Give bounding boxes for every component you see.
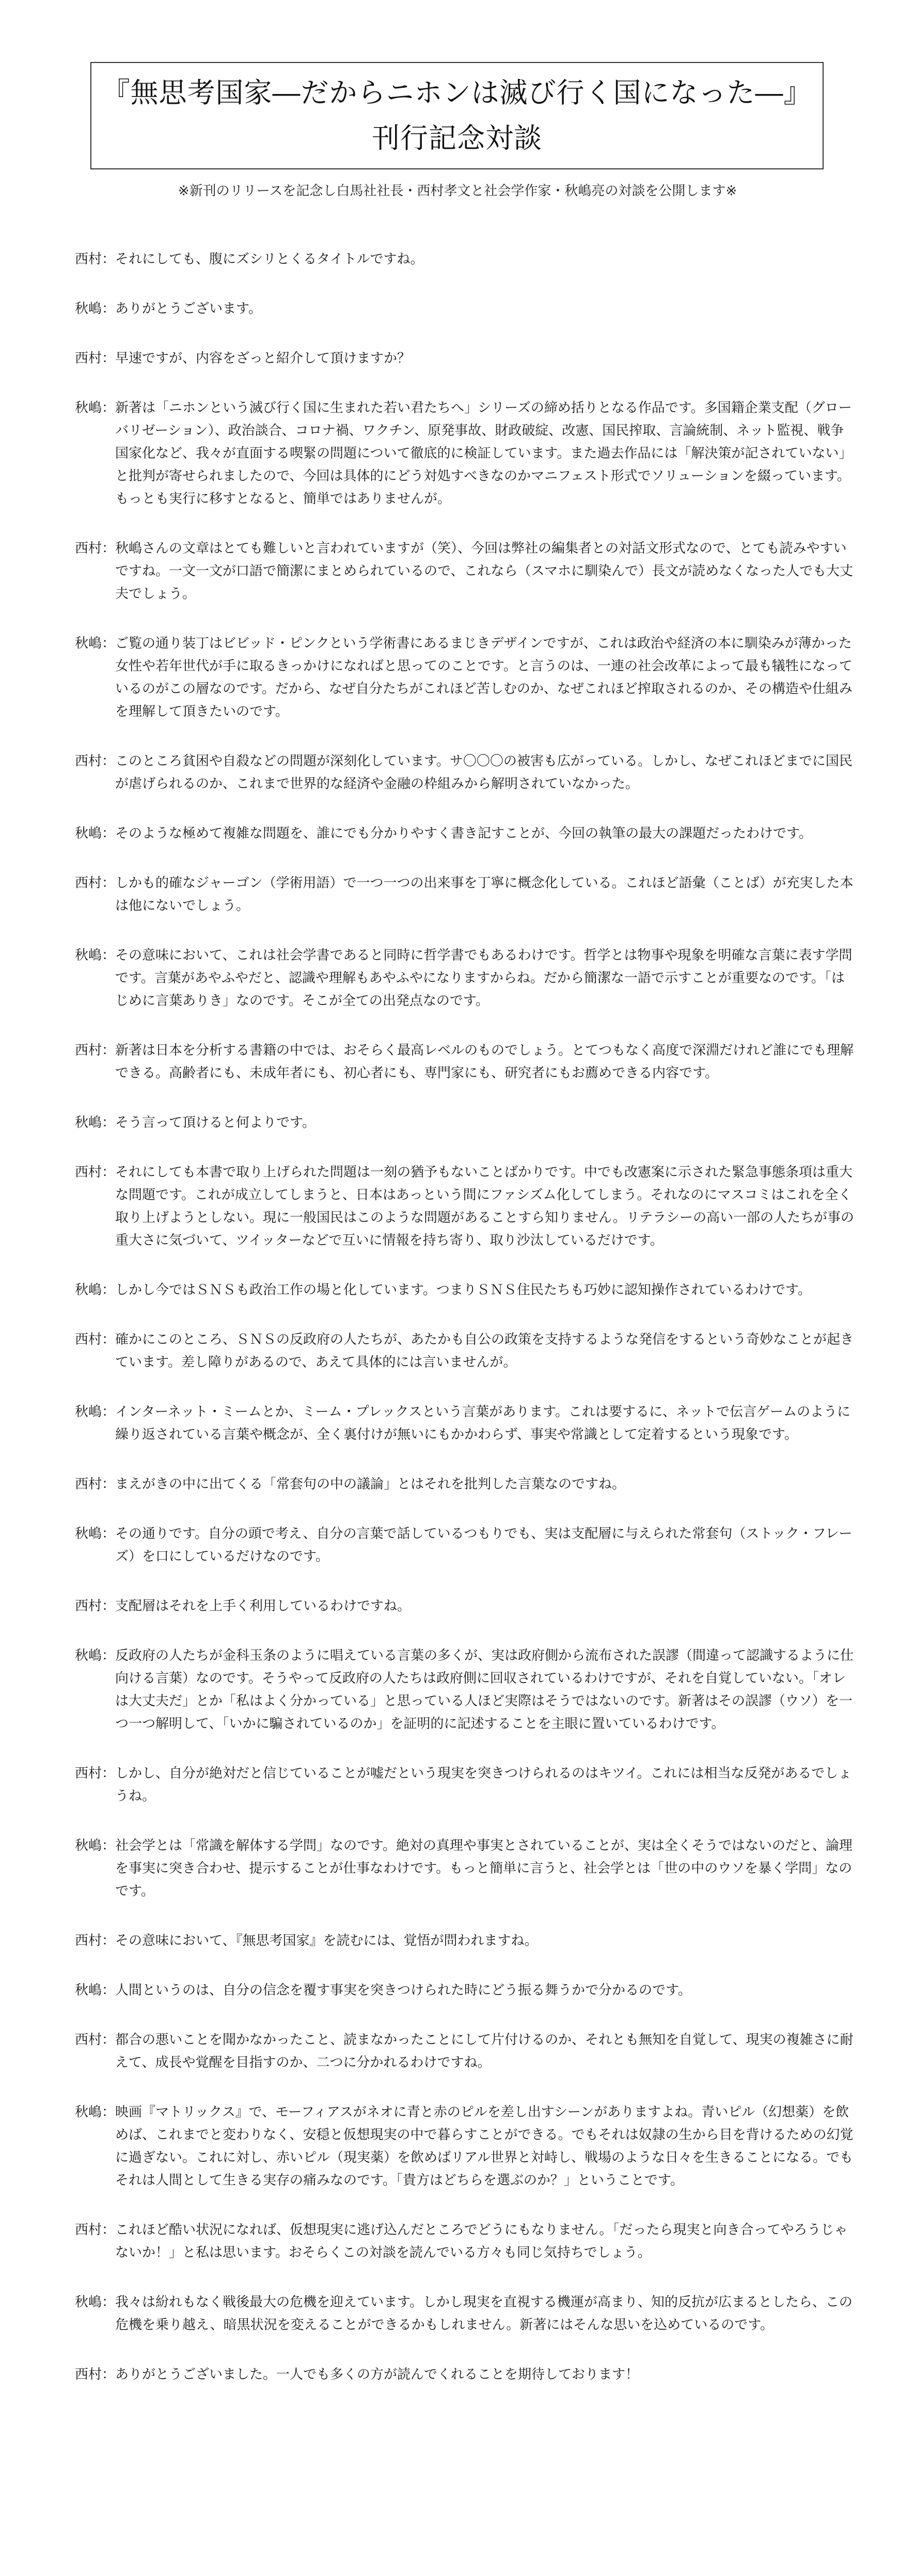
speaker-label: 秋嶋： <box>75 636 116 651</box>
speaker-label: 西村： <box>75 351 116 366</box>
utterance-text: 社会学とは「常識を解体する学問」なのです。絶対の真理や事実とされていることが、実は全くそうではないのだと、論理を事実に突き合わせ、提示することが仕事なわけです。もっと簡単に言うと、社会学とは「世の中のウソを暴く学問」なのです。 <box>115 1838 853 1899</box>
utterance-text: 我々は紛れもなく戦後最大の危機を迎えています。しかし現実を直視する機運が高まり、知的反抗が広まるとしたら、この危機を乗り越え、暗黒状況を変えることができるかもしれません。新著にはそんな思いを込めているのです。 <box>115 2295 853 2333</box>
dialogue-turn <box>75 1161 855 1252</box>
speaker-label: 秋嶋： <box>75 826 116 841</box>
utterance-text: それにしても本書で取り上げられた問題は一刻の猶予もないことばかりです。中でも改憲案に示された緊急事態条項は重大な問題です。これが成立してしまうと、日本はあっという間にファシズム化してしまう。それなのにマスコミはこれを全く取り上げようとしない。現に一般国民はこのような問題があることすら知りません。リテラシーの高い一部の人たちが事の重大さに気づいて、ツイッターなどで互いに情報を持ち寄り、取り沙汰しているだけです。 <box>115 1165 855 1248</box>
dialogue-turn <box>75 1111 855 1134</box>
speaker-label: 西村： <box>75 1477 116 1492</box>
dialogue-turn <box>75 944 855 1012</box>
dialogue-turn <box>75 347 855 370</box>
speaker-label: 西村： <box>75 2032 116 2048</box>
dialogue-turn <box>75 2101 855 2192</box>
utterance-text: しかし、自分が絶対だと信じていることが嘘だという現実を突きつけられるのはキツイ。これには相当な反発があるでしょうね。 <box>115 1766 852 1804</box>
speaker-label: 西村： <box>75 875 116 891</box>
utterance-text: 支配層はそれを上手く利用しているわけですね。 <box>115 1598 411 1614</box>
utterance-text: そのような極めて複雑な問題を、誰にでも分かりやすく書き記すことが、今回の執筆の最大の課題だったわけです。 <box>115 826 812 841</box>
speaker-label: 西村： <box>75 2222 116 2238</box>
speaker-label: 西村： <box>75 1165 116 1180</box>
dialogue-turn <box>75 1473 855 1496</box>
speaker-label: 秋嶋： <box>75 301 116 317</box>
utterance-text: そう言って頂けると何よりです。 <box>115 1115 315 1130</box>
dialogue-turn <box>75 1328 855 1374</box>
dialogue-turn <box>75 2363 855 2386</box>
dialogue-turn <box>75 297 855 320</box>
utterance-text: このところ貧困や自殺などの問題が深刻化しています。サ〇〇〇の被害も広がっている。しかし、なぜこれほどまでに国民が虐げられるのか、これまで世界的な経済や金融の枠組みから解明されていなかった。 <box>115 753 853 792</box>
dialogue-turn <box>75 537 855 605</box>
dialogue-turn <box>75 1762 855 1808</box>
speaker-label: 秋嶋： <box>75 1282 116 1298</box>
speaker-label: 秋嶋： <box>75 948 116 963</box>
speaker-label: 西村： <box>75 1598 116 1614</box>
utterance-text: これほど酷い状況になれば、仮想現実に逃げ込んだところでどうにもなりません。「だったら現実と向き合ってやろうじゃないか！」と私は思います。おそらくこの対談を読んでいる方々も同じ気持ちでしょう。 <box>115 2222 848 2260</box>
speaker-label: 西村： <box>75 1933 116 1949</box>
utterance-text: 早速ですが、内容をざっと紹介して頂けますか？ <box>115 351 411 366</box>
dialogue-turn <box>75 1834 855 1903</box>
speaker-label: 秋嶋： <box>75 1838 116 1854</box>
title-box <box>90 62 824 169</box>
event-title: 刊行記念対談 <box>372 122 542 154</box>
dialogue-turn <box>75 2219 855 2264</box>
utterance-text: 人間というのは、自分の信念を覆す事実を突きつけられた時にどう振る舞うかで分かるのです。 <box>115 1983 691 1998</box>
speaker-label: 秋嶋： <box>75 1115 116 1130</box>
speaker-label: 秋嶋： <box>75 1648 116 1663</box>
dialogue-turn <box>75 2029 855 2074</box>
utterance-text: 新著は「ニホンという滅び行く国に生まれた若い君たちへ」シリーズの締め括りとなる作品です。多国籍企業支配（グローバリゼーション）、政治談合、コロナ禍、ワクチン、原発事故、財政破綻、改憲、国民搾取、言論統制、ネット監視、戦争国家化など、我々が直面する喫緊の問題について徹底的に検証しています。また過去作品には「解決策が記されていない」と批判が寄せられましたので、今回は具体的にどう対処すべきなのかマニフェスト形式でソリューションを綴っています。もっとも実行に移すとなると、簡単ではありませんが。 <box>115 400 853 507</box>
subtitle-note: ※新刊のリリースを記念し白馬社社長・西村孝文と社会学作家・秋嶋亮の対談を公開します※ <box>178 183 737 199</box>
dialogue-turn <box>75 2291 855 2336</box>
utterance-text: 映画『マトリックス』で、モーフィアスがネオに青と赤のピルを差し出すシーンがありますよね。青いピル（幻想薬）を飲めば、これまでと変わりなく、安穏と仮想現実の中で暮らすことができる。でもそれは奴隷の生から目を背けるための幻覚に過ぎない。これに対し、赤いピル（現実薬）を飲めばリアル世界と対峙し、戦場のような日々を生きることになる。でもそれは人間として生きる実存の痛みなのです。「貴方はどちらを選ぶのか？」ということです。 <box>115 2104 854 2188</box>
utterance-text: しかも的確なジャーゴン（学術用語）で一つ一つの出来事を丁寧に概念化している。これほど語彙（ことば）が充実した本は他にないでしょう。 <box>115 875 854 914</box>
utterance-text: 反政府の人たちが金科玉条のように唱えている言葉の多くが、実は政府側から流布された誤謬（間違って認識するように仕向ける言葉）なのです。そうやって反政府の人たちは政府側に回収されているわけですが、それを自覚していない。「オレは大丈夫だ」とか「私はよく分かっている」と思っている人ほど実際はそうではないのです。新著はその誤謬（ウソ）を一つ一つ解明して、「いかに騙されているのか」を証明的に記述することを主眼に置いているわけです。 <box>115 1648 854 1732</box>
speaker-label: 秋嶋： <box>75 2104 116 2120</box>
dialogue-turn <box>75 1979 855 2002</box>
utterance-text: しかし今ではＳＮＳも政治工作の場と化しています。つまりＳＮＳ住民たちも巧妙に認知操作されているわけです。 <box>115 1282 811 1298</box>
speaker-label: 秋嶋： <box>75 2295 116 2310</box>
speaker-label: 西村： <box>75 753 116 769</box>
dialogue-turn <box>75 1595 855 1617</box>
speaker-label: 秋嶋： <box>75 1404 116 1420</box>
speaker-label: 秋嶋： <box>75 1526 116 1542</box>
utterance-text: 秋嶋さんの文章はとても難しいと言われていますが（笑）、今回は弊社の編集者との対話文形式なので、とても読みやすいですね。一文一文が口語で簡潔にまとめられているので、これなら（スマホに馴染んで）長文が読めなくなった人でも大丈夫でしょう。 <box>115 541 853 602</box>
utterance-text: まえがきの中に出てくる「常套句の中の議論」とはそれを批判した言葉なのですね。 <box>115 1477 626 1492</box>
utterance-text: 新著は日本を分析する書籍の中では、おそらく最高レベルのものでしょう。とてつもなく高度で深淵だけれど誰にでも理解できる。高齢者にも、未成年者にも、初心者にも、専門家にも、研究者にもお薦めできる内容です。 <box>115 1043 854 1081</box>
dialogue-turn <box>75 822 855 845</box>
dialogue-turn <box>75 1279 855 1301</box>
speaker-label: 秋嶋： <box>75 400 116 416</box>
utterance-text: それにしても、腹にズシリとくるタイトルですね。 <box>115 252 424 267</box>
utterance-text: その通りです。自分の頭で考え、自分の言葉で話しているつもりでも、実は支配層に与えられた常套句（ストック・フレーズ）を口にしているだけなのです。 <box>115 1526 853 1564</box>
utterance-text: その意味において、これは社会学書であると同時に哲学書でもあるわけです。哲学とは物事や現象を明確な言葉に表す学問です。言葉があやふやだと、認識や理解もあやふやになりますからね。だから簡潔な一語で示すことが重要なのです。「はじめに言葉ありき」なのです。そこが全ての出発点なのです。 <box>115 948 853 1009</box>
utterance-text: ご覧の通り装丁はビビッド・ピンクという学術書にあるまじきデザインですが、これは政治や経済の本に馴染みが薄かった女性や若年世代が手に取るきっかけになればと思ってのことです。と言うのは、一連の社会改革によって最も犠牲になっているのがこの層なのです。だから、なぜ自分たちがこれほど苦しむのか、なぜこれほど搾取されるのか、その構造や仕組みを理解して頂きたいのです。 <box>115 636 853 719</box>
dialogue-turn <box>75 1929 855 1952</box>
speaker-label: 西村： <box>75 252 116 267</box>
utterance-text: 確かにこのところ、ＳＮＳの反政府の人たちが、あたかも自公の政策を支持するような発信をするという奇妙なことが起きています。差し障りがあるので、あえて具体的には言いませんが。 <box>115 1332 854 1370</box>
speaker-label: 西村： <box>75 2367 116 2382</box>
dialogue-turn <box>75 1039 855 1085</box>
book-title: 『無思考国家―だからニホンは滅び行く国になった―』 <box>102 76 812 109</box>
utterance-text: その意味において、『無思考国家』を読むには、覚悟が問われますね。 <box>115 1933 538 1949</box>
dialogue-turn <box>75 1522 855 1568</box>
utterance-text: インターネット・ミームとか、ミーム・プレックスという言葉があります。これは要するに、ネットで伝言ゲームのように繰り返されている言葉や概念が、全く裏付けが無いにもかかわらず、事実や常識として定着するという現象です。 <box>115 1404 851 1442</box>
utterance-text: 都合の悪いことを聞かなかったこと、読まなかったことにして片付けるのか、それとも無知を自覚して、現実の複雑さに耐えて、成長や覚醒を目指すのか、二つに分かれるわけですね。 <box>115 2032 854 2070</box>
dialogue-turn <box>75 248 855 271</box>
speaker-label: 秋嶋： <box>75 1983 116 1998</box>
dialogue-turn <box>75 1644 855 1735</box>
speaker-label: 西村： <box>75 541 116 556</box>
dialogue-turn <box>75 632 855 723</box>
speaker-label: 西村： <box>75 1332 116 1347</box>
dialogue-turn <box>75 750 855 795</box>
dialogue-turn <box>75 872 855 917</box>
utterance-text: ありがとうございました。一人でも多くの方が読んでくれることを期待しております！ <box>115 2367 639 2382</box>
utterance-text: ありがとうございます。 <box>115 301 262 317</box>
dialogue-turn <box>75 397 855 510</box>
speaker-label: 西村： <box>75 1766 116 1781</box>
speaker-label: 西村： <box>75 1043 116 1058</box>
dialogue-list <box>75 248 855 2413</box>
dialogue-turn <box>75 1401 855 1446</box>
